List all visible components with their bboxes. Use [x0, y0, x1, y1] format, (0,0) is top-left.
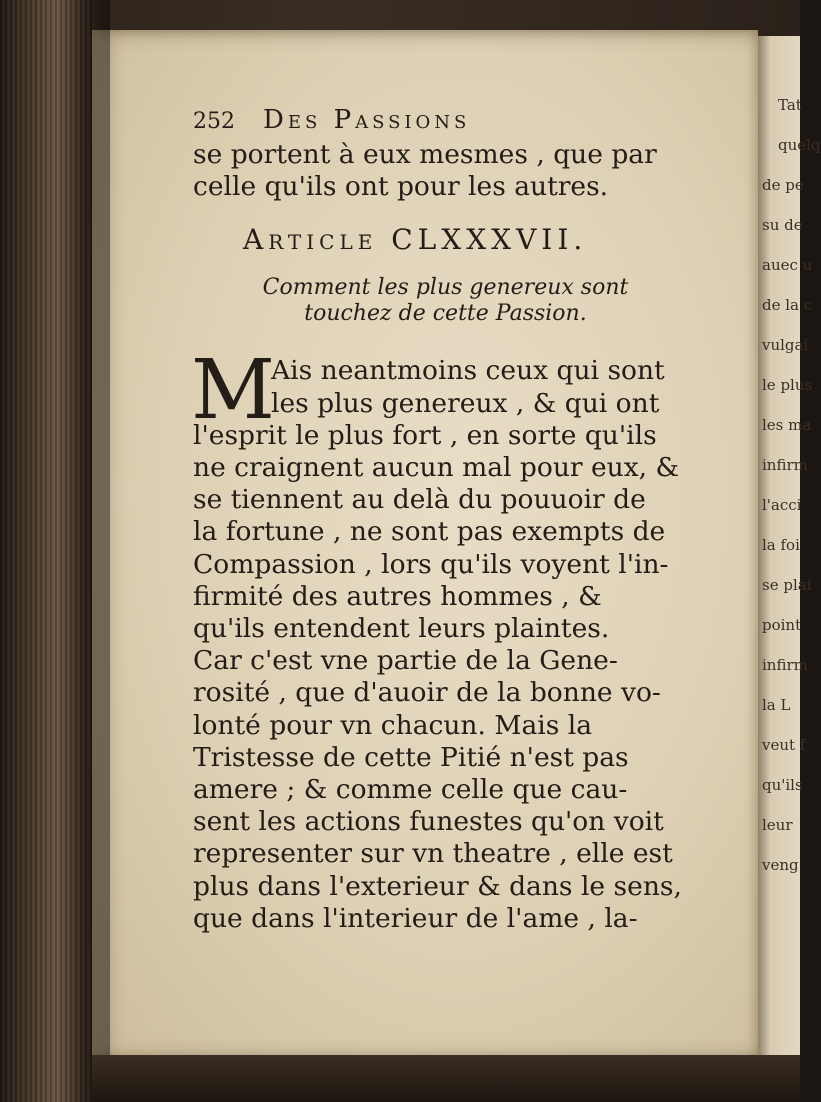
- text-line: que dans l'interieur de l'ame , la-: [193, 902, 638, 934]
- facing-page-fragment: qu'ils: [762, 776, 803, 794]
- text-line: lonté pour vn chacun. Mais la: [193, 709, 593, 741]
- article-heading: Article CLXXXVII.: [243, 223, 588, 257]
- text-line: celle qu'ils ont pour les autres.: [193, 171, 609, 203]
- article-body: [191, 343, 738, 935]
- facing-page-fragment: quelq: [778, 136, 821, 154]
- facing-page-fragment: Tat: [778, 96, 802, 114]
- facing-page-fragment: infirm: [762, 456, 808, 474]
- facing-page-fragment: de la c: [762, 296, 813, 314]
- running-header: [193, 105, 738, 139]
- text-line: les plus genereux , & qui ont: [271, 387, 660, 419]
- facing-page-fragment: infirm: [762, 656, 808, 674]
- text-line: Compassion , lors qu'ils voyent l'in-: [193, 548, 669, 580]
- facing-page-fragment: su de: [762, 216, 803, 234]
- drop-cap: M: [191, 343, 275, 439]
- caption-line: touchez de cette Passion.: [304, 301, 587, 327]
- facing-page-fragment: point: [762, 616, 802, 634]
- facing-page-fragment: vulgai: [762, 336, 809, 354]
- text-line: firmité des autres hommes , &: [193, 580, 602, 612]
- text-line: ne craignent aucun mal pour eux, &: [193, 452, 680, 484]
- text-line: la fortune , ne sont pas exempts de: [193, 516, 666, 548]
- text-line: sent les actions funestes qu'on voit: [193, 806, 664, 838]
- facing-page-fragment: la L: [762, 696, 791, 714]
- text-line: representer sur vn theatre , elle est: [193, 838, 673, 870]
- continuation-text: [193, 139, 738, 203]
- text-line: Car c'est vne partie de la Gene-: [193, 645, 618, 677]
- facing-page-fragment: leur: [762, 816, 793, 834]
- facing-page-fragment: de pe: [762, 176, 804, 194]
- facing-page-fragment: veut f: [762, 736, 806, 754]
- facing-page-edge: [758, 36, 821, 1066]
- text-line: plus dans l'exterieur & dans le sens,: [193, 870, 682, 902]
- page-text: [193, 105, 738, 935]
- facing-page-fragment: auec u: [762, 256, 813, 274]
- text-line: amere ; & comme celle que cau-: [193, 774, 628, 806]
- running-head: Des Passions: [263, 105, 471, 135]
- text-line: se portent à eux mesmes , que par: [193, 139, 657, 170]
- text-line: Tristesse de cette Pitié n'est pas: [193, 741, 629, 773]
- facing-page-fragment: les ma: [762, 416, 812, 434]
- facing-page-fragment: veng: [762, 856, 799, 874]
- text-line: qu'ils entendent leurs plaintes.: [193, 613, 610, 645]
- caption-line: Comment les plus genereux sont: [262, 275, 629, 301]
- text-line: rosité , que d'auoir de la bonne vo-: [193, 677, 661, 709]
- gutter-shadow: [70, 0, 110, 1102]
- text-line: l'esprit le plus fort , en sorte qu'ils: [193, 419, 657, 451]
- page-bottom-edge: [92, 1055, 800, 1102]
- article-caption: [193, 275, 738, 327]
- text-line: se tiennent au delà du pouuoir de: [193, 484, 646, 516]
- facing-page-fragment: l'acci: [762, 496, 802, 514]
- page-number: 252: [193, 109, 235, 134]
- facing-page-fragment: le plus: [762, 376, 813, 394]
- facing-page-fragment: la foi: [762, 536, 800, 554]
- text-line: Ais neantmoins ceux qui sont: [271, 355, 665, 387]
- facing-page-fragment: se plai: [762, 576, 812, 594]
